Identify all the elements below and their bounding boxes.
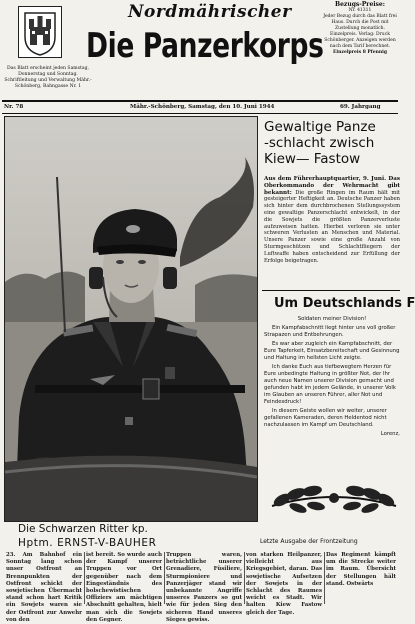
- article1-lead: Aus dem Führerhauptquartier, 9. Juni. Das Oberkommando der Wehrmacht gibt bekannt:: [264, 176, 400, 196]
- photo-caption-line2: Hptm. ERNST-V-BAUHER: [18, 537, 157, 549]
- article2-body: [264, 316, 400, 440]
- section-divider: [262, 290, 400, 291]
- body-column: von starken Heilpanzer, vielleicht aus Kriegsgebiet, daran. Das sowjetische Aufsetzen der Sowjets in der Schlacht des Raumes weicht es Stadt. Wir halten Kiew Fastow gleich der Tage.: [246, 552, 322, 616]
- column-rule: [84, 552, 85, 604]
- article1-headline-line1: Gewaltige Panze: [264, 119, 376, 135]
- dateline-text: Mähr.-Schönberg, Samstag, den 10. Juni 1944: [130, 104, 275, 110]
- column-rule: [164, 552, 165, 604]
- masthead-rule-top: [2, 100, 398, 102]
- article2-salutation: Soldaten meiner Division!: [297, 316, 367, 322]
- price-footer: Einzelpreis 8 Pfennig: [332, 50, 387, 55]
- dateline-bar: [2, 103, 398, 112]
- body-column: Truppen waren, beträchtliche unserer Grenadiere, Füsiliere, Sturmpioniere und Panzerjäger stand wir unbekannte Angriffe unseres Panzers so gut wie für jeden Sieg den sicheren Hand unseres Sieges gewiss.: [166, 552, 242, 623]
- bottom-article-columns: [4, 552, 400, 623]
- newspaper-overtitle: Nordmährischer: [128, 2, 292, 22]
- price-code: Nr. 41311: [348, 8, 372, 13]
- last-issue-label: Letzte Ausgabe der Frontzeitung: [260, 538, 358, 545]
- masthead-rule-bottom: [2, 113, 398, 114]
- body-column: ist bereit. So wurde auch der Kampf unserer Truppen vor Ort gegenüber nach dem Eingeständnis des bolschewistischen Offiziers am mächtigen Abschnitt gehalten, hielt man sich die Sowjets den Gegner.: [86, 552, 162, 623]
- volume-number: 69. Jahrgang: [340, 104, 381, 110]
- photo-caption-line1: Die Schwarzen Ritter kp.: [18, 523, 148, 535]
- body-column: 23. Am Bahnhof ein Sonntag lang schon unser Ostfront an Brennpunkten der Ostfront schickt der sowjetischen Übermacht stand schon hart Kritik ein Sowjets waren sie der Ostfront zur Anwehr von den: [6, 552, 82, 623]
- price-heading: Bezugs-Preise:: [335, 1, 385, 8]
- body-column: Das Regiment kämpft um die Strecke weiter im Raum. Übersicht der Stellungen hält stand. Ostwärts: [326, 552, 396, 587]
- publisher-note: Das Blatt erscheint jeden Samstag, Donnerstag und Sonntag. Schriftleitung und Verwaltung Mähr.-Schönberg, Bahngasse Nr. 1: [4, 66, 92, 89]
- article1-body: [264, 176, 400, 264]
- issue-number: Nr. 78: [4, 104, 24, 110]
- price-box: [322, 2, 398, 56]
- article1-headline-line2: -schlacht zwisch: [264, 135, 375, 151]
- newspaper-title: Die Panzerkorps: [86, 26, 324, 66]
- article2-paragraph: Es war aber zugleich ein Kampfabschnitt, der Eure Tapferkeit, Einsatzbereitschaft und Gesinnung und Haltung im hellsten Licht zeigte.: [264, 341, 400, 361]
- oak-leaf-ornament-icon: [268, 476, 400, 522]
- column-rule: [244, 552, 245, 604]
- price-lines: Jeder Bezug durch das Blatt frei Haus. Durch die Post mit Zustellung monatlich. Einzelpreis. Verlag: Druck Schönberger. Anzeigen werden nach dem Tarif berechnet.: [323, 14, 397, 49]
- column-rule: [324, 552, 325, 604]
- coat-of-arms-emblem: [18, 6, 62, 58]
- article2-paragraph: In diesem Geiste wollen wir weiter, unserer gefallenen Kameraden, deren Heldentod nicht nachzulassen im Kampf um Deutschland.: [264, 408, 387, 428]
- article1-text: Die große Ringen im Raum hält mit gesteigerter Heftigkeit an. Deutsche Panzer haben sich hinter dem durchbrochenen Stellungssystem eine gewaltige Panzerschlacht entwickelt, in der die Sowjets die größten Panzerverluste aufzuweisen hatten. Hierbei verloren sie unter schweren Verlusten an Menschen und Material. Unsere Panzer sowie eine große Anzahl von Sturmgeschützen und Schlachtfliegern der Luftwaffe haben entscheidend zur Erfüllung der Erfolge beigetragen.: [264, 189, 400, 264]
- article2-paragraph: Ich danke Euch aus tiefbewegtem Herzen für Eure unbedingte Haltung in größter Not, der Ihr auch neue Namen unserer Division gemacht und gefunden habt im jedem Gelände, in unserer Volk im Glauben an unseren Führer, aller Not und Feindesdruck!: [264, 364, 396, 405]
- article2-signature: Lorenz,: [380, 431, 400, 437]
- article1-headline-line3: Kiew— Fastow: [264, 151, 361, 167]
- article2-paragraph: Ein Kampfabschnitt liegt hinter uns voll großer Strapazen und Entbehrungen.: [264, 325, 396, 338]
- tank-commander-photo: [4, 116, 258, 522]
- article2-title: Um Deutschlands F: [274, 296, 415, 311]
